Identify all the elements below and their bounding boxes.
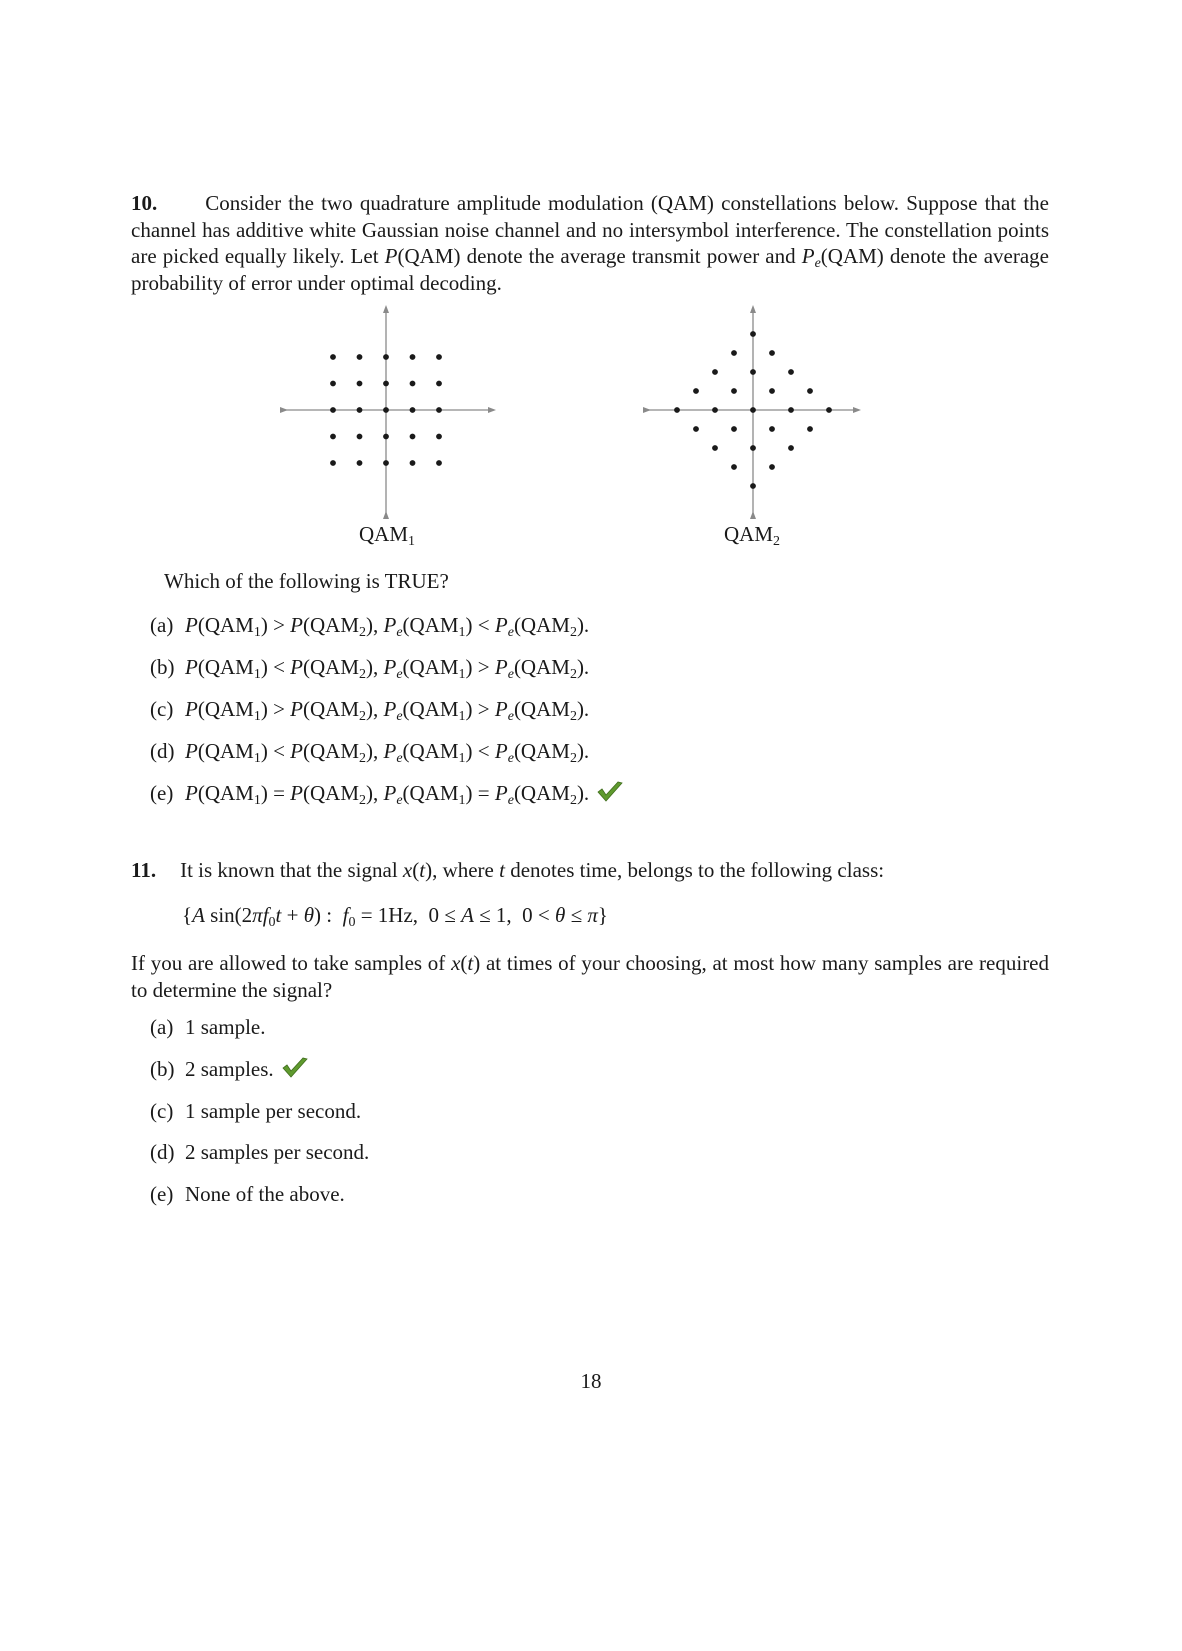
qam2-label: $QAM_2$: [723, 522, 780, 549]
q10-option: (b) $P(QAM_1) < P(QAM_2)$, $P_e(QAM_1) > P_e(QAM_2)$.: [150, 655, 590, 682]
q10-option: (a) $P(QAM_1) > P(QAM_2)$, $P_e(QAM_1) < P_e(QAM_2)$.: [150, 613, 590, 640]
q11-intro: 11. It is known that the signal x(t), where t denotes time, belongs to the following class:: [131, 858, 885, 882]
q10-option: (e) $P(QAM_1) = P(QAM_2)$, $P_e(QAM_1) = P_e(QAM_2)$.: [150, 781, 623, 806]
qam1-point: [383, 407, 389, 413]
q10-question: Which of the following is TRUE?: [164, 569, 449, 593]
qam1-constellation: [282, 303, 496, 519]
qam1-point: [410, 407, 416, 413]
qam1-point: [383, 381, 389, 387]
qam2-point: [826, 407, 832, 413]
qam2-point: [788, 369, 794, 375]
q11-option: (e) None of the above.: [150, 1182, 345, 1206]
qam1-point: [436, 354, 442, 360]
qam2-point: [674, 407, 680, 413]
qam1-point: [410, 354, 416, 360]
qam2-point: [712, 407, 718, 413]
qam2-point: [731, 350, 737, 356]
q11-option: (d) 2 samples per second.: [150, 1140, 370, 1164]
q11-set: {A $\sin(2\pi f_0t + \theta)$ : $f_0 = 1Hz$, 0 ≤ A ≤ 1, 0 < θ ≤ π}: [182, 903, 609, 930]
qam2-point: [769, 350, 775, 356]
qam2-point: [788, 407, 794, 413]
q10-intro: 10. Consider the two quadrature amplitude modulation (QAM) constellations below. Suppose that the channel has additive white Gaussian noise channel and no intersymbol interference. The constellation points are picked equally likely. Let P(QAM) denote the average transmit power and $P_e(QAM)$ denote the average probability of error under optimal decoding.: [131, 191, 1049, 295]
qam1-point: [330, 434, 336, 440]
qam2-point: [750, 369, 756, 375]
qam2-point: [731, 464, 737, 470]
qam1-point: [357, 407, 363, 413]
qam2-point: [731, 426, 737, 432]
qam1-point: [357, 460, 363, 466]
qam2-point: [712, 369, 718, 375]
qam1-point: [410, 460, 416, 466]
checkmark-icon: [597, 781, 623, 803]
qam2-point: [807, 388, 813, 394]
qam2-point: [750, 445, 756, 451]
page-number: 18: [580, 1369, 602, 1393]
qam1-point: [410, 381, 416, 387]
q11-option: (a) 1 sample.: [150, 1015, 266, 1039]
qam1-point: [330, 381, 336, 387]
q11-question: If you are allowed to take samples of x(t) at times of your choosing, at most how many samples are required to determine the signal?: [131, 951, 1050, 1002]
q10-number: 10.: [131, 191, 158, 215]
q10-option: (d) $P(QAM_1) < P(QAM_2)$, $P_e(QAM_1) < P_e(QAM_2)$.: [150, 739, 590, 766]
qam1-point: [383, 460, 389, 466]
qam2-point: [693, 388, 699, 394]
qam2-point: [750, 483, 756, 489]
qam2-point: [769, 426, 775, 432]
qam2-constellation: [645, 303, 859, 519]
qam1-point: [357, 434, 363, 440]
qam1-point: [436, 381, 442, 387]
q10-option: (c) $P(QAM_1) > P(QAM_2)$, $P_e(QAM_1) > P_e(QAM_2)$.: [150, 697, 590, 724]
qam1-point: [410, 434, 416, 440]
qam1-point: [357, 354, 363, 360]
qam2-point: [788, 445, 794, 451]
checkmark-icon: [282, 1057, 308, 1079]
qam2-point: [769, 464, 775, 470]
qam2-point: [693, 426, 699, 432]
qam1-label: $QAM_1$: [358, 522, 415, 549]
qam1-point: [436, 407, 442, 413]
qam1-point: [436, 460, 442, 466]
qam2-point: [731, 388, 737, 394]
qam2-point: [712, 445, 718, 451]
qam1-point: [383, 434, 389, 440]
qam1-point: [330, 354, 336, 360]
qam1-point: [330, 407, 336, 413]
qam2-point: [807, 426, 813, 432]
q11-number: 11.: [131, 858, 157, 882]
qam2-point: [750, 407, 756, 413]
qam2-point: [769, 388, 775, 394]
qam2-point: [750, 331, 756, 337]
q11-option: (c) 1 sample per second.: [150, 1099, 362, 1123]
qam1-point: [383, 354, 389, 360]
q11-option: (b) 2 samples.: [150, 1057, 308, 1082]
qam1-point: [357, 381, 363, 387]
qam1-point: [436, 434, 442, 440]
qam1-point: [330, 460, 336, 466]
